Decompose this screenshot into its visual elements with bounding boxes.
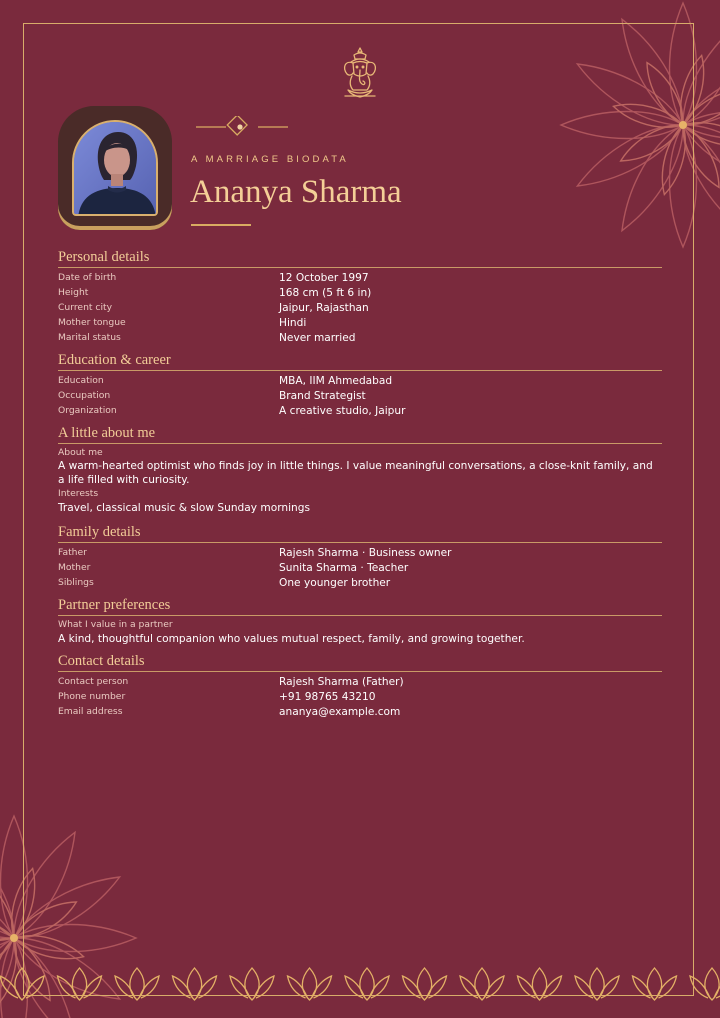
detail-label: Organization bbox=[58, 405, 117, 416]
section-title: A little about me bbox=[58, 425, 156, 441]
detail-row bbox=[58, 403, 662, 418]
partner-label: What I value in a partner bbox=[58, 619, 173, 630]
profile-photo-frame bbox=[58, 106, 172, 230]
ganesha-icon bbox=[339, 46, 381, 100]
detail-value: Brand Strategist bbox=[279, 390, 366, 402]
detail-value: Jaipur, Rajasthan bbox=[279, 302, 369, 314]
detail-label: Marital status bbox=[58, 332, 121, 343]
section-title: Partner preferences bbox=[58, 597, 171, 613]
diamond-ornament-icon bbox=[196, 116, 288, 138]
detail-label: Education bbox=[58, 375, 104, 386]
detail-value: Rajesh Sharma · Business owner bbox=[279, 547, 452, 559]
section-personal-details bbox=[58, 248, 662, 345]
section-title: Personal details bbox=[58, 249, 150, 265]
detail-row bbox=[58, 560, 662, 575]
section-divider bbox=[58, 671, 662, 672]
detail-value: Never married bbox=[279, 332, 356, 344]
section-divider bbox=[58, 542, 662, 543]
detail-label: Current city bbox=[58, 302, 113, 313]
detail-value: Hindi bbox=[279, 317, 307, 329]
candidate-name: Ananya Sharma bbox=[190, 174, 402, 210]
section-about-me bbox=[58, 424, 662, 516]
about-value: A warm-hearted optimist who finds joy in little things. I value meaningful conversations, a close-knit family, and a life filled with curiosity. bbox=[58, 460, 653, 486]
partner-value: A kind, thoughtful companion who values mutual respect, family, and growing together. bbox=[58, 633, 525, 645]
detail-row bbox=[58, 689, 662, 704]
name-underline bbox=[191, 224, 251, 226]
detail-value: Rajesh Sharma (Father) bbox=[279, 676, 404, 688]
portrait-image bbox=[74, 122, 158, 216]
section-title: Education & career bbox=[58, 352, 171, 368]
detail-value: Sunita Sharma · Teacher bbox=[279, 562, 409, 574]
detail-value: ananya@example.com bbox=[279, 706, 401, 718]
interests-label: Interests bbox=[58, 488, 99, 499]
detail-label: Email address bbox=[58, 706, 123, 717]
detail-label: Occupation bbox=[58, 390, 111, 401]
detail-row bbox=[58, 545, 662, 560]
detail-value: MBA, IIM Ahmedabad bbox=[279, 375, 393, 387]
detail-row bbox=[58, 300, 662, 315]
section-divider bbox=[58, 615, 662, 616]
about-label: About me bbox=[58, 447, 103, 458]
detail-label: Height bbox=[58, 287, 89, 298]
detail-label: Siblings bbox=[58, 577, 94, 588]
detail-label: Mother bbox=[58, 562, 91, 573]
detail-row bbox=[58, 373, 662, 388]
section-contact-details bbox=[58, 652, 662, 719]
detail-label: Date of birth bbox=[58, 272, 117, 283]
document-kicker: A MARRIAGE BIODATA bbox=[191, 154, 349, 165]
detail-value: 12 October 1997 bbox=[279, 272, 369, 284]
detail-row bbox=[58, 575, 662, 590]
section-divider bbox=[58, 443, 662, 444]
interests-value: Travel, classical music & slow Sunday mornings bbox=[58, 502, 310, 514]
detail-label: Phone number bbox=[58, 691, 126, 702]
section-family-details bbox=[58, 523, 662, 590]
detail-value: One younger brother bbox=[279, 577, 391, 589]
detail-row bbox=[58, 388, 662, 403]
detail-row bbox=[58, 704, 662, 719]
detail-row bbox=[58, 674, 662, 689]
section-title: Contact details bbox=[58, 653, 145, 669]
lotus-border-icon bbox=[0, 962, 720, 1018]
detail-value: A creative studio, Jaipur bbox=[279, 405, 406, 417]
section-divider bbox=[58, 267, 662, 268]
detail-label: Mother tongue bbox=[58, 317, 126, 328]
section-title: Family details bbox=[58, 524, 141, 540]
detail-label: Contact person bbox=[58, 676, 129, 687]
section-partner-preferences bbox=[58, 596, 662, 647]
detail-row bbox=[58, 285, 662, 300]
detail-label: Father bbox=[58, 547, 87, 558]
section-education-career bbox=[58, 351, 662, 418]
detail-value: +91 98765 43210 bbox=[279, 691, 376, 703]
detail-value: 168 cm (5 ft 6 in) bbox=[279, 287, 372, 299]
detail-row bbox=[58, 315, 662, 330]
detail-row bbox=[58, 330, 662, 345]
profile-photo bbox=[72, 120, 158, 216]
detail-row bbox=[58, 270, 662, 285]
section-divider bbox=[58, 370, 662, 371]
